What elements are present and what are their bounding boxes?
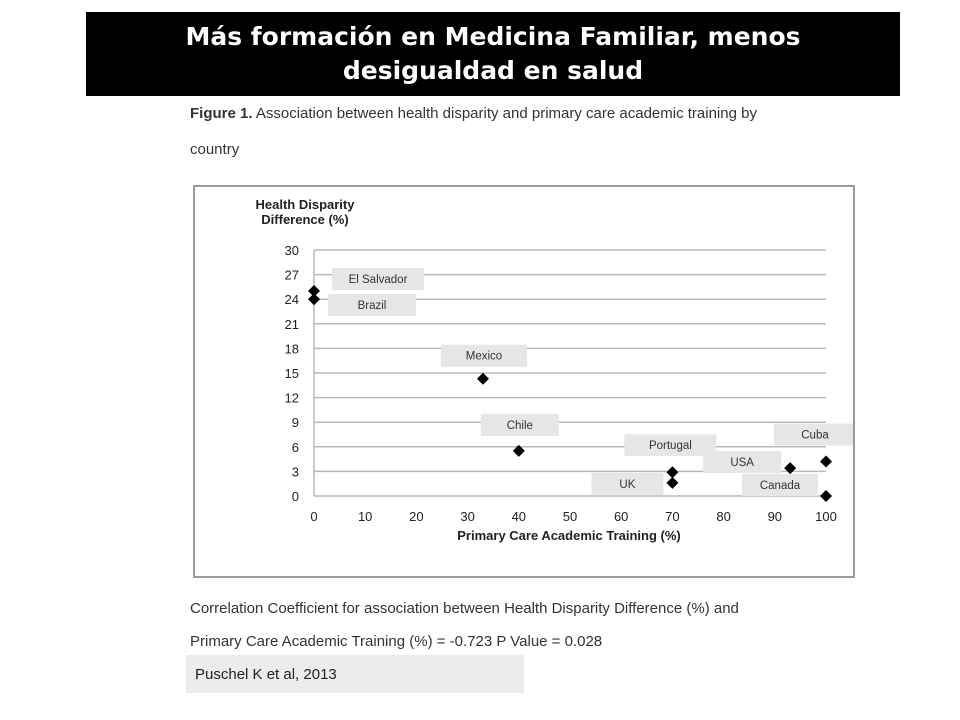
point-label: UK <box>619 478 636 491</box>
point-labels <box>328 268 853 496</box>
data-point-marker <box>784 462 796 474</box>
x-tick-label: 70 <box>665 509 680 524</box>
data-point-marker <box>477 373 489 385</box>
x-tick-label: 40 <box>511 509 527 524</box>
y-tick-label: 6 <box>291 439 299 455</box>
figure-caption-text: Association between health disparity and primary care academic training by <box>255 105 757 122</box>
data-point-marker <box>308 293 320 305</box>
figure-label: Figure 1. <box>190 105 253 122</box>
x-tick-label: 30 <box>460 509 475 524</box>
y-tick-label: 12 <box>284 390 299 406</box>
data-point-marker <box>820 456 832 468</box>
x-tick-label: 0 <box>310 509 318 524</box>
y-axis-label-line2: Difference (%) <box>261 212 349 227</box>
x-tick-label: 100 <box>815 509 837 524</box>
x-axis-label: Primary Care Academic Training (%) <box>457 528 681 543</box>
figure-caption <box>190 104 870 160</box>
point-label: Cuba <box>801 429 829 442</box>
chart-frame <box>193 185 855 578</box>
point-label: Canada <box>759 480 801 492</box>
scatter-chart <box>195 187 853 576</box>
x-tick-label: 50 <box>562 509 578 524</box>
x-tick-label: 20 <box>409 509 424 524</box>
correlation-note-line2: Primary Care Academic Training (%) = -0.723 P Value = 0.028 <box>190 633 603 650</box>
citation-text: Puschel K et al, 2013 <box>195 665 337 683</box>
point-label: El Salvador <box>348 274 408 286</box>
y-tick-label: 3 <box>291 464 299 480</box>
y-tick-label: 24 <box>284 292 299 308</box>
x-tick-label: 80 <box>716 509 731 524</box>
point-label: Brazil <box>357 300 387 313</box>
citation <box>186 655 524 693</box>
slide-title: Más formación en Medicina Familiar, menos desigualdad en salud <box>86 12 900 96</box>
x-tick-label: 10 <box>357 509 373 524</box>
data-point-marker <box>820 490 832 502</box>
y-tick-label: 30 <box>284 243 299 258</box>
point-label: Mexico <box>465 350 503 363</box>
point-label: USA <box>730 457 754 470</box>
y-tick-label: 18 <box>284 341 299 357</box>
y-tick-label: 21 <box>284 316 299 332</box>
figure-caption-text-line2: country <box>190 141 240 158</box>
y-tick-label: 0 <box>291 489 299 504</box>
x-tick-label: 60 <box>613 509 629 524</box>
y-axis-label-line1: Health Disparity <box>255 197 355 212</box>
data-point-marker <box>666 477 678 489</box>
point-label: Portugal <box>648 440 692 453</box>
y-tick-label: 27 <box>284 267 299 283</box>
data-point-marker <box>666 466 678 478</box>
y-tick-label: 15 <box>284 366 299 381</box>
y-tick-label: 9 <box>291 415 299 431</box>
correlation-note <box>190 592 870 658</box>
correlation-note-line1: Correlation Coefficient for association between Health Disparity Difference (%) and <box>190 600 739 617</box>
x-tick-label: 90 <box>767 509 783 524</box>
point-label: Chile <box>506 419 533 432</box>
